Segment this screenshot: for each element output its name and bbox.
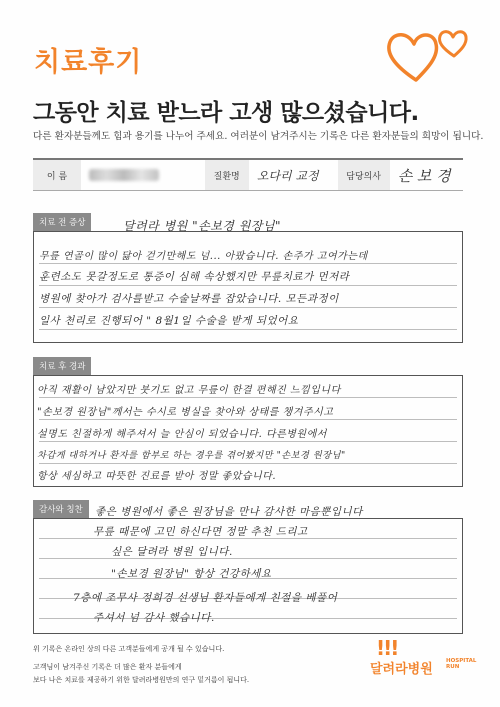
footer-note: 위 기록은 온라인 상의 다른 고객분들에게 공개 될 수 있습니다. <box>33 645 225 653</box>
logo-mark: !!! <box>376 636 398 660</box>
handwriting-line: 항상 세심하고 따뜻한 진료를 받아 정말 좋았습니다. <box>37 471 277 482</box>
footer-note: 고객님이 남겨주신 기록은 더 많은 환자 분들에게 <box>33 663 182 671</box>
form-title: 치료후기 <box>34 47 143 78</box>
handwriting-line: 차갑게 대하거나 환자를 함부로 하는 경우를 겪어봤지만 "손보경 원장님" <box>37 450 346 461</box>
handwriting-line: 싶은 달려라 병원 입니다. <box>111 546 233 558</box>
logo-english-line: RUN <box>446 664 460 670</box>
logo-english <box>446 658 476 670</box>
disease-label: 질환명 <box>205 160 249 190</box>
hearts-icon <box>382 20 472 90</box>
name-label: 이 름 <box>33 160 81 190</box>
section-label: 감사와 칭찬 <box>33 500 89 518</box>
logo-name: 달려라병원 <box>370 662 433 677</box>
section-label: 치료 전 증상 <box>33 213 91 231</box>
handwriting-line: 훈련소도 못갈정도로 통증이 심해 속상했지만 무릎치료가 먼저라 <box>39 271 350 283</box>
name-value-redacted <box>81 160 204 190</box>
section-before-treatment <box>33 213 463 343</box>
handwriting-line: 7층에 조무사 정희경 선생님 환자들에게 친절을 베풀어 <box>73 592 338 604</box>
section-thanks <box>33 500 463 635</box>
handwriting-line: "손보경 원장님" 항상 건강하세요 <box>111 568 272 580</box>
handwriting-line: 설명도 친절하게 해주셔서 늘 안심이 되었습니다. 다른병원에서 <box>37 429 327 440</box>
redaction-blur <box>89 169 159 181</box>
handwriting-line: "손보경 원장님"께서는 수시로 병실을 찾아와 상태를 챙겨주시고 <box>37 407 334 418</box>
hospital-logo <box>370 636 480 676</box>
patient-info-row <box>33 158 463 191</box>
subline: 다른 환자분들께도 힘과 용기를 나누어 주세요. 여러분이 남겨주시는 기록은 다른 환자분들의 희망이 됩니다. <box>33 131 484 142</box>
handwriting-line: 무릎 때문에 고민 하신다면 정말 추천 드리고 <box>93 526 308 538</box>
doctor-value: 손 보 경 <box>397 166 451 185</box>
handwriting-line: 무릎 연골이 많이 닳아 걷기만해도 넘... 아팠습니다. 손주가 고여가는데 <box>39 251 368 262</box>
disease-value: 오다리 교정 <box>256 168 319 183</box>
headline: 그동안 치료 받느라 고생 많으셨습니다. <box>33 100 419 126</box>
handwriting-line: 아직 재활이 남았지만 붓기도 없고 무릎이 한결 편해진 느낌입니다 <box>37 385 341 396</box>
footer-note: 보다 나은 치료를 제공하기 위한 달려라병원만의 연구 밑거름이 됩니다. <box>33 676 250 684</box>
handwriting-line: 좋은 병원에서 좋은 원장님을 만나 감사한 마음뿐입니다 <box>95 506 363 518</box>
handwriting-line: 일사 천리로 진행되어 " 8월1일 수술을 받게 되었어요 <box>39 315 299 327</box>
handwriting-line: 병원에 찾아가 검사를받고 수술날짜를 잡았습니다. 모든과정이 <box>39 293 339 305</box>
section-after-treatment <box>33 357 463 487</box>
section-label: 치료 후 경과 <box>33 357 91 375</box>
handwriting-line: 주셔서 넘 감사 했습니다. <box>93 612 215 624</box>
logo-english-line: HOSPITAL <box>446 658 477 664</box>
handwriting-line: 달려라 병원 "손보경 원장님" <box>123 219 281 233</box>
doctor-label: 담당의사 <box>338 160 390 190</box>
